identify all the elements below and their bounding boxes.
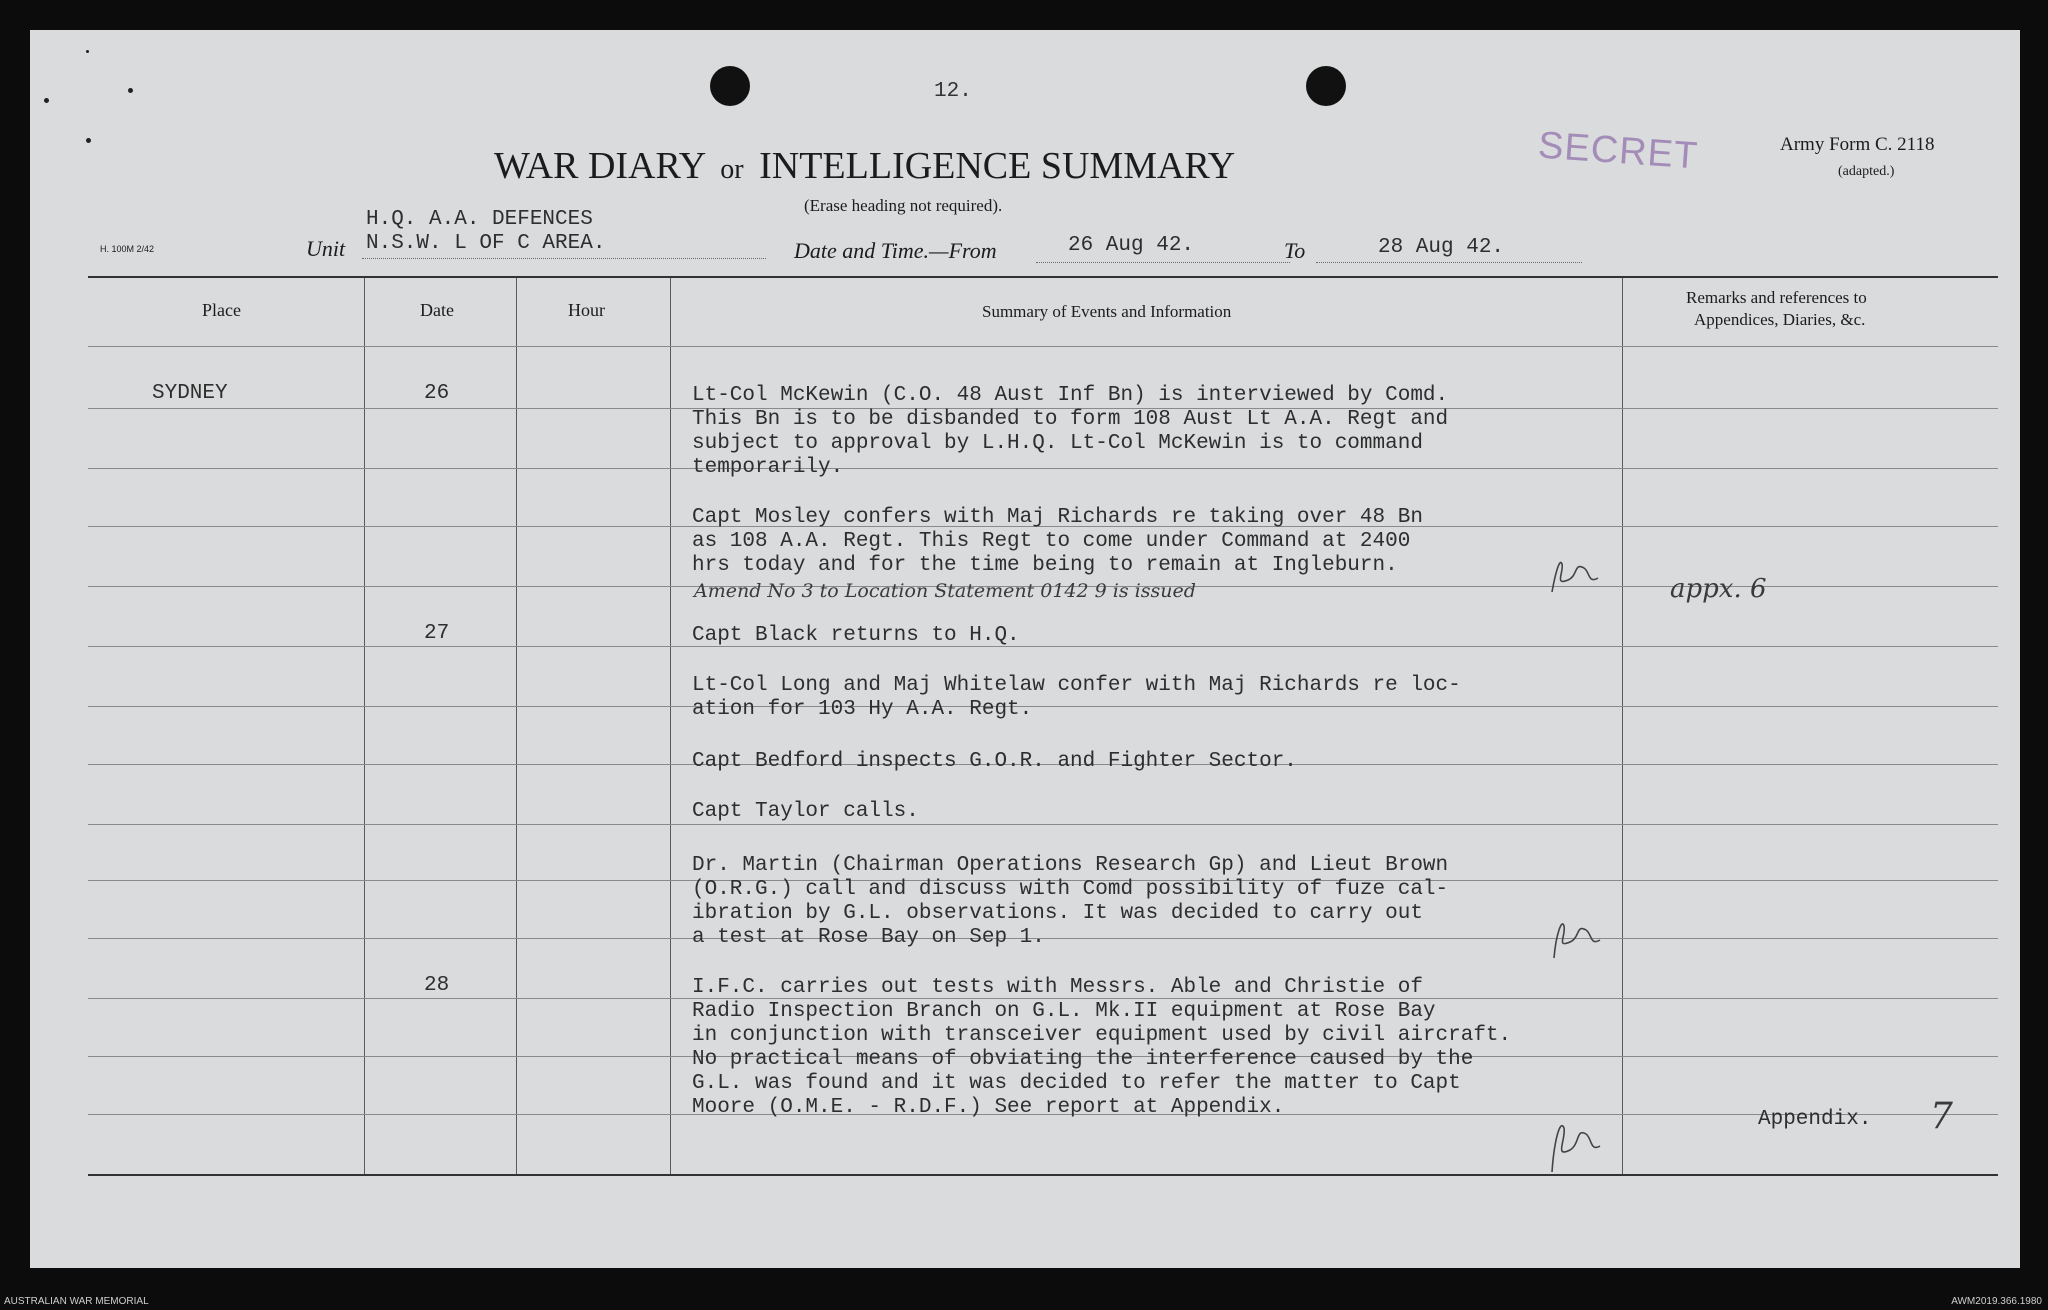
title-war-diary: WAR DIARY xyxy=(494,145,705,187)
entry-line: in conjunction with transceiver equipment used by civil aircraft. xyxy=(692,1024,1512,1047)
entry-mosley xyxy=(692,506,1423,578)
unit-underline xyxy=(362,258,766,259)
paper-speck xyxy=(128,88,133,93)
entry-line: This Bn is to be disbanded to form 108 Aust Lt A.A. Regt and xyxy=(692,408,1449,431)
entry-line: I.F.C. carries out tests with Messrs. Able and Christie of xyxy=(692,976,1423,999)
entry-line: ibration by G.L. observations. It was decided to carry out xyxy=(692,902,1423,925)
date-28: 28 xyxy=(424,974,450,997)
paper-speck xyxy=(86,138,91,143)
adapted-label: (adapted.) xyxy=(1838,164,1895,179)
date-from-value: 26 Aug 42. xyxy=(1068,234,1195,257)
col-divider-place xyxy=(364,278,365,1174)
entry-line: hrs today and for the time being to remain at Ingleburn. xyxy=(692,554,1398,577)
ruled-line xyxy=(88,346,1998,347)
footer-left: AUSTRALIAN WAR MEMORIAL xyxy=(4,1296,149,1307)
table-bottom-rule xyxy=(88,1174,1998,1176)
entry-line: G.L. was found and it was decided to refer the matter to Capt xyxy=(692,1072,1461,1095)
entry-line: (O.R.G.) call and discuss with Comd possibility of fuze cal- xyxy=(692,878,1449,901)
entry-mckewin xyxy=(692,384,1448,480)
initials-signature-1 xyxy=(1544,550,1604,600)
place-sydney: SYDNEY xyxy=(152,382,228,405)
entry-taylor xyxy=(692,800,919,823)
date-time-label: Date and Time.—From xyxy=(794,238,997,263)
entry-bedford xyxy=(692,750,1297,773)
page-title xyxy=(494,144,1235,188)
entry-line: Capt Taylor calls. xyxy=(692,800,919,823)
col-divider-date xyxy=(516,278,517,1174)
entry-line: Radio Inspection Branch on G.L. Mk.II equipment at Rose Bay xyxy=(692,1000,1436,1023)
date-27: 27 xyxy=(424,622,450,645)
remark-appendix: Appendix. xyxy=(1758,1108,1872,1131)
entry-martin xyxy=(692,854,1448,950)
secret-stamp: SECRET xyxy=(1536,124,1700,178)
entry-line: Lt-Col Long and Maj Whitelaw confer with Maj Richards re loc- xyxy=(692,674,1461,697)
entry-black xyxy=(692,624,1020,647)
to-label: To xyxy=(1284,238,1306,263)
date-to-value: 28 Aug 42. xyxy=(1378,236,1505,259)
punch-hole-left xyxy=(710,66,750,106)
entry-line: Dr. Martin (Chairman Operations Research Gp) and Lieut Brown xyxy=(692,854,1449,877)
initials-signature-2 xyxy=(1544,910,1604,964)
date-to-underline xyxy=(1316,262,1582,263)
initials-signature-3 xyxy=(1542,1108,1606,1178)
paper-speck xyxy=(44,98,49,103)
header-summary: Summary of Events and Information xyxy=(982,302,1232,321)
entry-line: subject to approval by L.H.Q. Lt-Col McKewin is to command xyxy=(692,432,1423,455)
entry-long-whitelaw xyxy=(692,674,1461,722)
header-remarks-1: Remarks and references to xyxy=(1686,288,1867,307)
entry-line: as 108 A.A. Regt. This Regt to come under Command at 2400 xyxy=(692,530,1411,553)
unit-line-1: H.Q. A.A. DEFENCES xyxy=(366,208,593,231)
unit-label: Unit xyxy=(306,236,346,261)
army-form-label: Army Form C. 2118 xyxy=(1780,134,1935,155)
footer-right: AWM2019.366.1980 xyxy=(1951,1296,2042,1307)
entry-line: ation for 103 Hy A.A. Regt. xyxy=(692,698,1033,721)
remark-appx-6: appx. 6 xyxy=(1670,574,1767,604)
diary-page xyxy=(30,30,2020,1268)
remark-appendix-number: 7 xyxy=(1930,1096,1953,1137)
title-intelligence-summary: INTELLIGENCE SUMMARY xyxy=(759,145,1236,187)
date-26: 26 xyxy=(424,382,450,405)
handwritten-amendment: Amend No 3 to Location Statement 0142 9 is issued xyxy=(694,580,1196,602)
entry-line: Moore (O.M.E. - R.D.F.) See report at Appendix. xyxy=(692,1096,1285,1119)
date-from-underline xyxy=(1036,262,1290,263)
entry-line: Capt Mosley confers with Maj Richards re taking over 48 Bn xyxy=(692,506,1423,529)
col-divider-summary xyxy=(1622,278,1623,1174)
header-hour: Hour xyxy=(568,300,605,320)
entry-line: Capt Black returns to H.Q. xyxy=(692,624,1020,647)
header-date: Date xyxy=(420,300,454,320)
form-code: H. 100M 2/42 xyxy=(100,244,155,254)
entry-line: Lt-Col McKewin (C.O. 48 Aust Inf Bn) is interviewed by Comd. xyxy=(692,384,1449,407)
col-divider-hour xyxy=(670,278,671,1174)
entry-line: temporarily. xyxy=(692,456,844,479)
punch-hole-right xyxy=(1306,66,1346,106)
header-place: Place xyxy=(202,300,241,320)
unit-line-2: N.S.W. L OF C AREA. xyxy=(366,232,606,255)
page-number: 12. xyxy=(934,80,972,103)
entry-ifc-tests xyxy=(692,976,1511,1120)
title-or: or xyxy=(720,154,744,185)
ruled-line xyxy=(88,824,1998,825)
header-remarks-2: Appendices, Diaries, &c. xyxy=(1694,310,1866,329)
table-top-rule xyxy=(88,276,1998,278)
entry-line: Capt Bedford inspects G.O.R. and Fighter Sector. xyxy=(692,750,1297,773)
entry-line: No practical means of obviating the interference caused by the xyxy=(692,1048,1474,1071)
erase-note: (Erase heading not required). xyxy=(804,196,1003,215)
entry-line: a test at Rose Bay on Sep 1. xyxy=(692,926,1045,949)
paper-speck xyxy=(86,50,89,53)
ruled-line xyxy=(88,646,1998,647)
